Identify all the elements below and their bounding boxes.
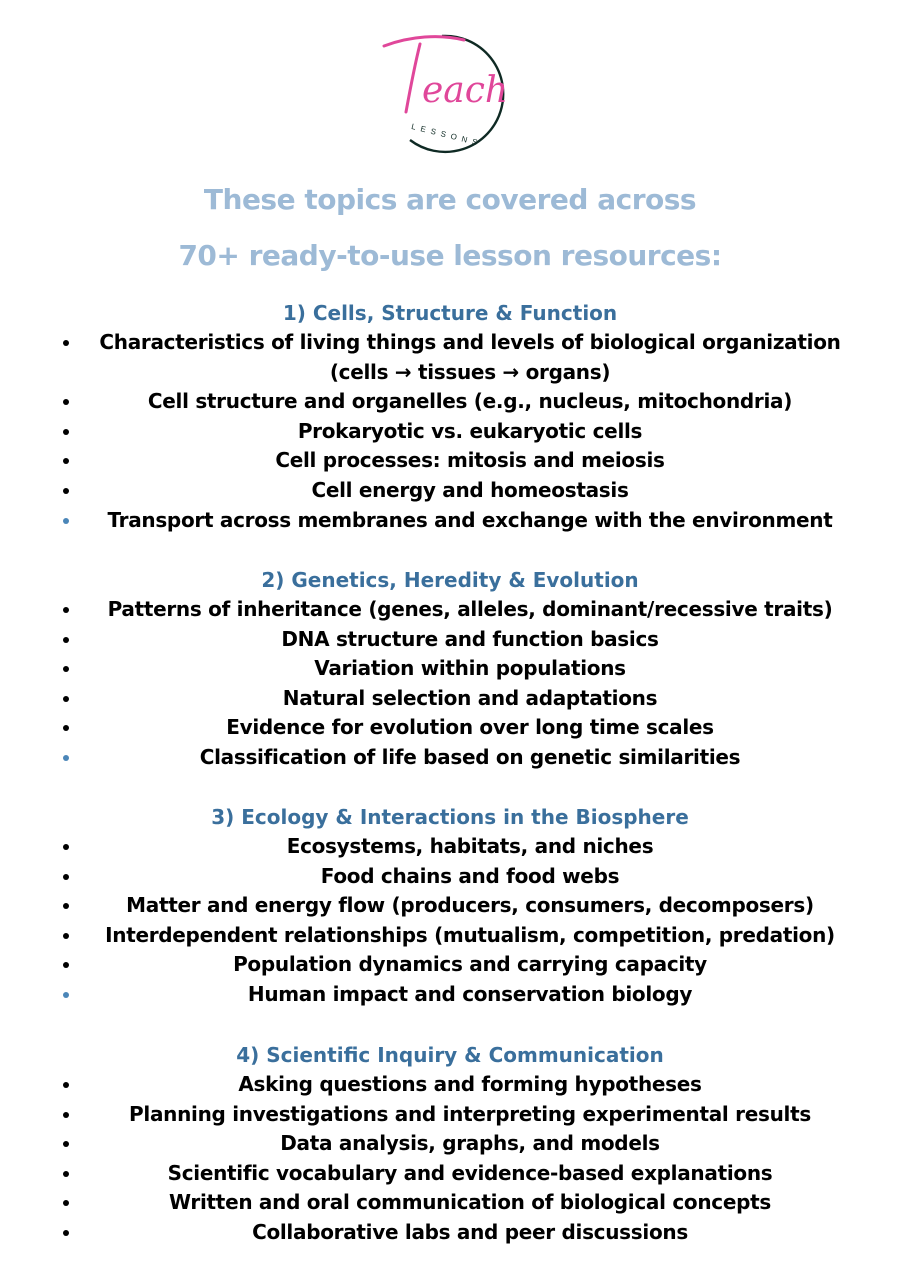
- list-item: [0, 625, 900, 655]
- logo-mark: [380, 28, 520, 158]
- bullet-icon: [63, 1200, 69, 1206]
- headline-line-1: These topics are covered across: [203, 183, 697, 216]
- bullet-icon: [63, 607, 69, 613]
- list-item-text: Population dynamics and carrying capacity: [233, 952, 707, 977]
- list-item: [0, 417, 900, 447]
- list-item-text: Classification of life based on genetic similarities: [199, 744, 741, 769]
- bullet-icon: [63, 458, 69, 464]
- list-item-text: Scientific vocabulary and evidence-based explanations: [167, 1160, 773, 1185]
- list-item: [0, 1188, 900, 1218]
- list-item: [0, 328, 900, 387]
- bullet-icon: [63, 1112, 69, 1118]
- list-item-text: Collaborative labs and peer discussions: [252, 1219, 688, 1244]
- list-item: [0, 1070, 900, 1100]
- section-cells: [0, 298, 900, 535]
- list-item-text: Prokaryotic vs. eukaryotic cells: [297, 418, 643, 443]
- list-item-text: Asking questions and forming hypotheses: [238, 1072, 702, 1096]
- topic-list: [0, 1070, 900, 1248]
- bullet-icon: [63, 399, 69, 405]
- list-item-text: Data analysis, graphs, and models: [280, 1131, 660, 1156]
- list-item: [0, 654, 900, 684]
- list-item-text: Transport across membranes and exchange with the environment: [107, 507, 833, 532]
- section-genetics: [0, 565, 900, 773]
- list-item-text: Ecosystems, habitats, and niches: [286, 834, 654, 858]
- list-item-text: Patterns of inheritance (genes, alleles, dominant/recessive traits): [107, 597, 833, 621]
- headline: [0, 172, 900, 284]
- list-item: [0, 1129, 900, 1159]
- bullet-icon: [63, 962, 69, 968]
- list-item-text: DNA structure and function basics: [281, 626, 659, 651]
- bullet-icon: [63, 1171, 69, 1177]
- bullet-icon: [63, 844, 69, 850]
- list-item-text: Interdependent relationships (mutualism, competition, predation): [105, 922, 835, 947]
- section-title: 4) Scientific Inquiry & Communication: [236, 1043, 664, 1067]
- bullet-icon: [63, 340, 69, 346]
- list-item: [0, 387, 900, 417]
- bullet-icon: [63, 874, 69, 880]
- list-item: [0, 595, 900, 625]
- teach-lessons-logo: [380, 28, 520, 158]
- bullet-icon: [63, 666, 69, 672]
- bullet-icon: [63, 518, 69, 524]
- bullet-icon: [63, 755, 69, 761]
- list-item: [0, 832, 900, 862]
- list-item-text: Natural selection and adaptations: [282, 685, 658, 710]
- list-item: [0, 950, 900, 980]
- list-item: [0, 506, 900, 536]
- bullet-icon: [63, 488, 69, 494]
- list-item: [0, 1159, 900, 1189]
- list-item: [0, 684, 900, 714]
- section-title: 1) Cells, Structure & Function: [282, 301, 618, 325]
- bullet-icon: [63, 696, 69, 702]
- bullet-icon: [63, 992, 69, 998]
- topic-list: [0, 832, 900, 1010]
- list-item-text: Characteristics of living things and levels of biological organization: [99, 330, 841, 354]
- list-item-text: Food chains and food webs: [320, 863, 620, 888]
- list-item: [0, 921, 900, 951]
- bullet-icon: [63, 637, 69, 643]
- topic-list: [0, 328, 900, 535]
- logo-t-stem: [406, 44, 420, 112]
- bullet-icon: [63, 429, 69, 435]
- bullet-icon: [63, 1082, 69, 1088]
- list-item-text: Cell structure and organelles (e.g., nucleus, mitochondria): [147, 389, 793, 414]
- section-ecology: [0, 802, 900, 1010]
- list-item: [0, 891, 900, 921]
- section-title: 3) Ecology & Interactions in the Biosphere: [211, 805, 689, 829]
- logo-subword: LESSONS: [410, 121, 484, 149]
- list-item-text: Cell processes: mitosis and meiosis: [275, 448, 665, 473]
- list-item-text: Planning investigations and interpreting experimental results: [129, 1101, 811, 1126]
- list-item-text-continued: (cells → tissues → organs): [329, 359, 611, 384]
- topic-list: [0, 595, 900, 773]
- list-item: [0, 1100, 900, 1130]
- list-item: [0, 862, 900, 892]
- list-item-text: Variation within populations: [314, 656, 626, 681]
- list-item: [0, 980, 900, 1010]
- bullet-icon: [63, 903, 69, 909]
- headline-line-2: 70+ ready-to-use lesson resources:: [178, 239, 722, 272]
- list-item-text: Evidence for evolution over long time scales: [226, 715, 714, 740]
- list-item-text: Human impact and conservation biology: [247, 981, 693, 1006]
- logo-word: each: [422, 70, 509, 111]
- bullet-icon: [63, 1141, 69, 1147]
- bullet-icon: [63, 725, 69, 731]
- list-item-text: Matter and energy flow (producers, consumers, decomposers): [126, 893, 814, 918]
- list-item: [0, 713, 900, 743]
- list-item-text: Cell energy and homeostasis: [311, 477, 629, 502]
- list-item-text: Written and oral communication of biological concepts: [169, 1190, 771, 1215]
- section-title: 2) Genetics, Heredity & Evolution: [261, 568, 639, 592]
- list-item: [0, 476, 900, 506]
- list-item: [0, 743, 900, 773]
- bullet-icon: [63, 1230, 69, 1236]
- section-inquiry: [0, 1040, 900, 1248]
- logo-t-bar: [384, 37, 464, 46]
- list-item: [0, 446, 900, 476]
- list-item: [0, 1218, 900, 1248]
- bullet-icon: [63, 933, 69, 939]
